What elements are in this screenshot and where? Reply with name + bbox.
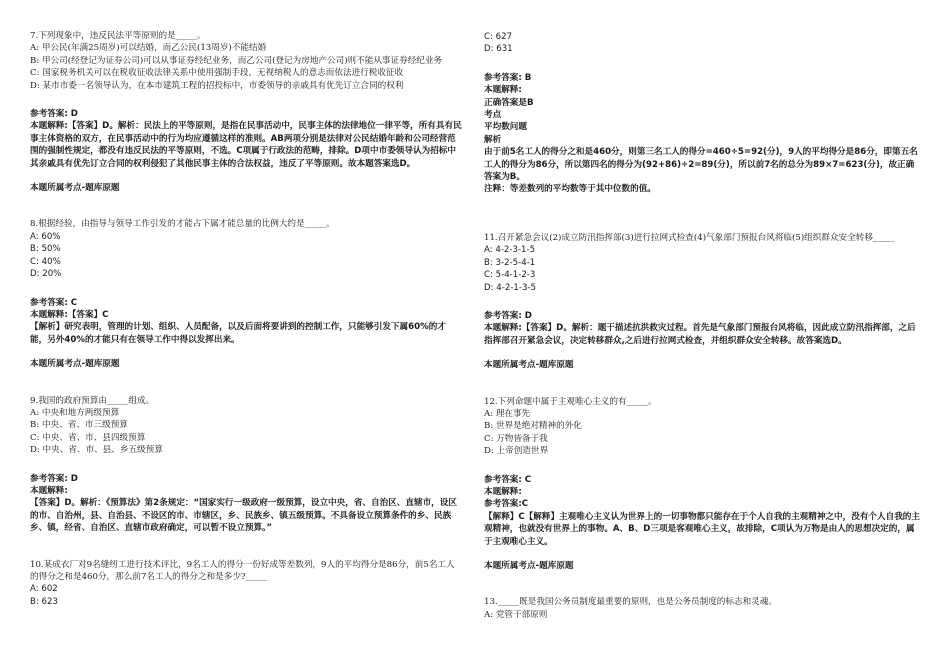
point-label: 考点 <box>484 110 502 121</box>
option-b: B: 50% <box>30 244 61 255</box>
analysis-label: 解析 <box>484 134 502 145</box>
option-a: A: 60% <box>30 231 61 242</box>
explanation: 【解析】研究表明，管理的计划、组织、人员配备，以及后面将要讲到的控制工作，只能够引发下属60%的才能，另外40%的才能只有在领导工作中得以发挥出来。 <box>30 322 446 345</box>
option-a: A: 党管干部原则 <box>484 609 548 620</box>
option-a: A: 602 <box>30 584 58 595</box>
option-d: D: 631 <box>484 44 513 55</box>
explanation: 本题解释:【答案】D。解析：题干描述抗洪救灾过程。首先是气象部门预报台风将临，因此成立防汛指挥部，之后指挥部召开紧急会议，决定转移群众,之后进行拉网式检查，并组织群众安全转移。故答案选D。 <box>484 323 916 346</box>
option-d: D: 20% <box>30 269 62 280</box>
option-b: B: 世界是绝对精神的外化 <box>484 421 582 432</box>
explanation: 【解释】C【解释】主观唯心主义认为世界上的一切事物都只能存在于个人自我的主观精神之中，没有个人自我的主观精神，也就没有世界上的事物。A、B、D三项是客观唯心主义，故排除，C项认为万物是由人的思想决定的，属于主观唯心主义。 <box>484 511 920 547</box>
option-c: C: 国家税务机关可以在税收征收法律关系中使用强制手段，无视纳税人的意志而依法进行税收征收 <box>30 68 404 79</box>
question-10-continued <box>484 31 920 196</box>
question-stem: 7.下列现象中，违反民法平等原则的是_____。 <box>30 31 206 41</box>
explanation-label: 本题解释: <box>30 485 68 496</box>
explanation-label: 本题解释: <box>484 85 522 96</box>
source-note: 本题所属考点-题库原题 <box>30 183 120 194</box>
answer: 参考答案: D <box>30 109 78 120</box>
option-b: B: 623 <box>30 596 58 607</box>
explanation: 由于前5名工人的得分之和是460分，则第三名工人的得分=460÷5=92(分)，9人的平均得分是86分，即第五名工人的得分为86分，所以第四名的得分为(92+86)÷2=89(分)，所以前7名的总分为89×7=623(分)，故正确答案为B。 <box>484 147 918 183</box>
note: 注释：等差数列的平均数等于其中位数的值。 <box>484 184 656 195</box>
answer: 参考答案: B <box>484 72 532 83</box>
option-d: D: 上帝创造世界 <box>484 446 549 457</box>
explanation: 【答案】D。解析：《预算法》第2条规定：“国家实行一级政府一级预算，设立中央，省、自治区、直辖市，设区的市、自治州，县、自治县、不设区的市、市辖区，乡、民族乡、镇五级预算。不具备设立预算条件的乡、民族乡、镇，经省、自治区、直辖市政府确定，可以暂不设立预算。” <box>30 498 457 534</box>
question-stem: 10.某成衣厂对9名缝纫工进行技术评比，9名工人的得分一份好成等差数列，9人的平均得分是86分，前5名工人的得分之和是460分，那么前7名工人的得分之和是多少?_____ <box>30 559 455 582</box>
question-stem: 8.根据经验，由指导与领导工作引发的才能占下属才能总量的比例大约是_____。 <box>30 219 335 230</box>
option-b: B: 中央、省、市三级预算 <box>30 420 128 431</box>
question-stem: 13._____既是我国公务员制度最重要的原则，也是公务员制度的标志和灵魂。 <box>484 597 777 608</box>
right-column <box>484 31 920 621</box>
point: 平均数问题 <box>484 122 527 133</box>
question-stem: 9.我国的政府预算由_____组成。 <box>30 395 155 406</box>
option-d: D: 中央、省、市、县、乡五级预算 <box>30 445 163 456</box>
source-note: 本题所属考点-题库原题 <box>30 359 120 370</box>
option-c: C: 5-4-1-2-3 <box>484 270 536 281</box>
option-d: D: 某市市委一名领导认为，在本市建筑工程的招投标中，市委领导的亲戚具有优先订立合同的权利 <box>30 80 404 91</box>
question-13 <box>484 596 920 621</box>
answer: 参考答案: D <box>484 310 532 321</box>
left-column <box>30 30 462 608</box>
option-a: A: 理在事先 <box>484 408 531 419</box>
option-c: C: 40% <box>30 256 61 267</box>
option-a: A: 甲公民(年满25周岁)可以结婚，而乙公民(13周岁)不能结婚 <box>30 43 267 54</box>
question-8 <box>30 218 462 370</box>
option-a: A: 中央和地方两级预算 <box>30 407 120 418</box>
explanation-label: 本题解释:【答案】C <box>30 309 109 320</box>
answer: 参考答案: C <box>484 474 532 485</box>
option-c: C: 万物皆备于我 <box>484 433 548 444</box>
question-7 <box>30 30 462 194</box>
answer-repeat: 参考答案:C <box>484 499 529 510</box>
correct-answer: 正确答案是B <box>484 97 534 108</box>
source-note: 本题所属考点-题库原题 <box>484 561 574 571</box>
question-9 <box>30 395 462 535</box>
answer: 参考答案: C <box>30 297 78 308</box>
option-a: A: 4-2-3-1-5 <box>484 245 536 256</box>
question-12 <box>484 396 920 573</box>
option-b: B: 3-2-5-4-1 <box>484 257 536 268</box>
option-d: D: 4-2-1-3-5 <box>484 282 536 293</box>
question-11 <box>484 232 920 372</box>
question-stem: 11.召开紧急会议(2)成立防汛指挥部(3)进行拉网式检查(4)气象部门预报台风将临(5)组织群众安全转移_____ <box>484 232 895 243</box>
question-10 <box>30 559 462 609</box>
option-c: C: 中央、省、市、县四级预算 <box>30 432 146 443</box>
answer: 参考答案: D <box>30 473 78 484</box>
option-c: C: 627 <box>484 32 513 42</box>
question-stem: 12.下列命题中属于主观唯心主义的有_____。 <box>484 396 657 407</box>
source-note: 本题所属考点-题库原题 <box>484 360 574 371</box>
option-b: B: 甲公司(经登记为证券公司)可以从事证券经纪业务，而乙公司(登记为房地产公司)则不能从事证券经纪业务 <box>30 55 443 66</box>
explanation-label: 本题解释: <box>484 486 522 497</box>
explanation: 本题解释:【答案】D。解析：民法上的平等原则，是指在民事活动中，民事主体的法律地位一律平等，所有具有民事主体资格的双方，在民事活动中的行为均应遵循这样的准则。AB两项分别是法律对公民结婚年龄和公司经营范围的强制性规定，都没有违反民法的平等原则，不选。C项属于行政法的范畴，排除。D项中市委领导认为招标中其亲戚具有优先订立合同的权利侵犯了其他民事主体的合法权益，违反了平等原则。故本题答案选D。 <box>30 121 462 169</box>
